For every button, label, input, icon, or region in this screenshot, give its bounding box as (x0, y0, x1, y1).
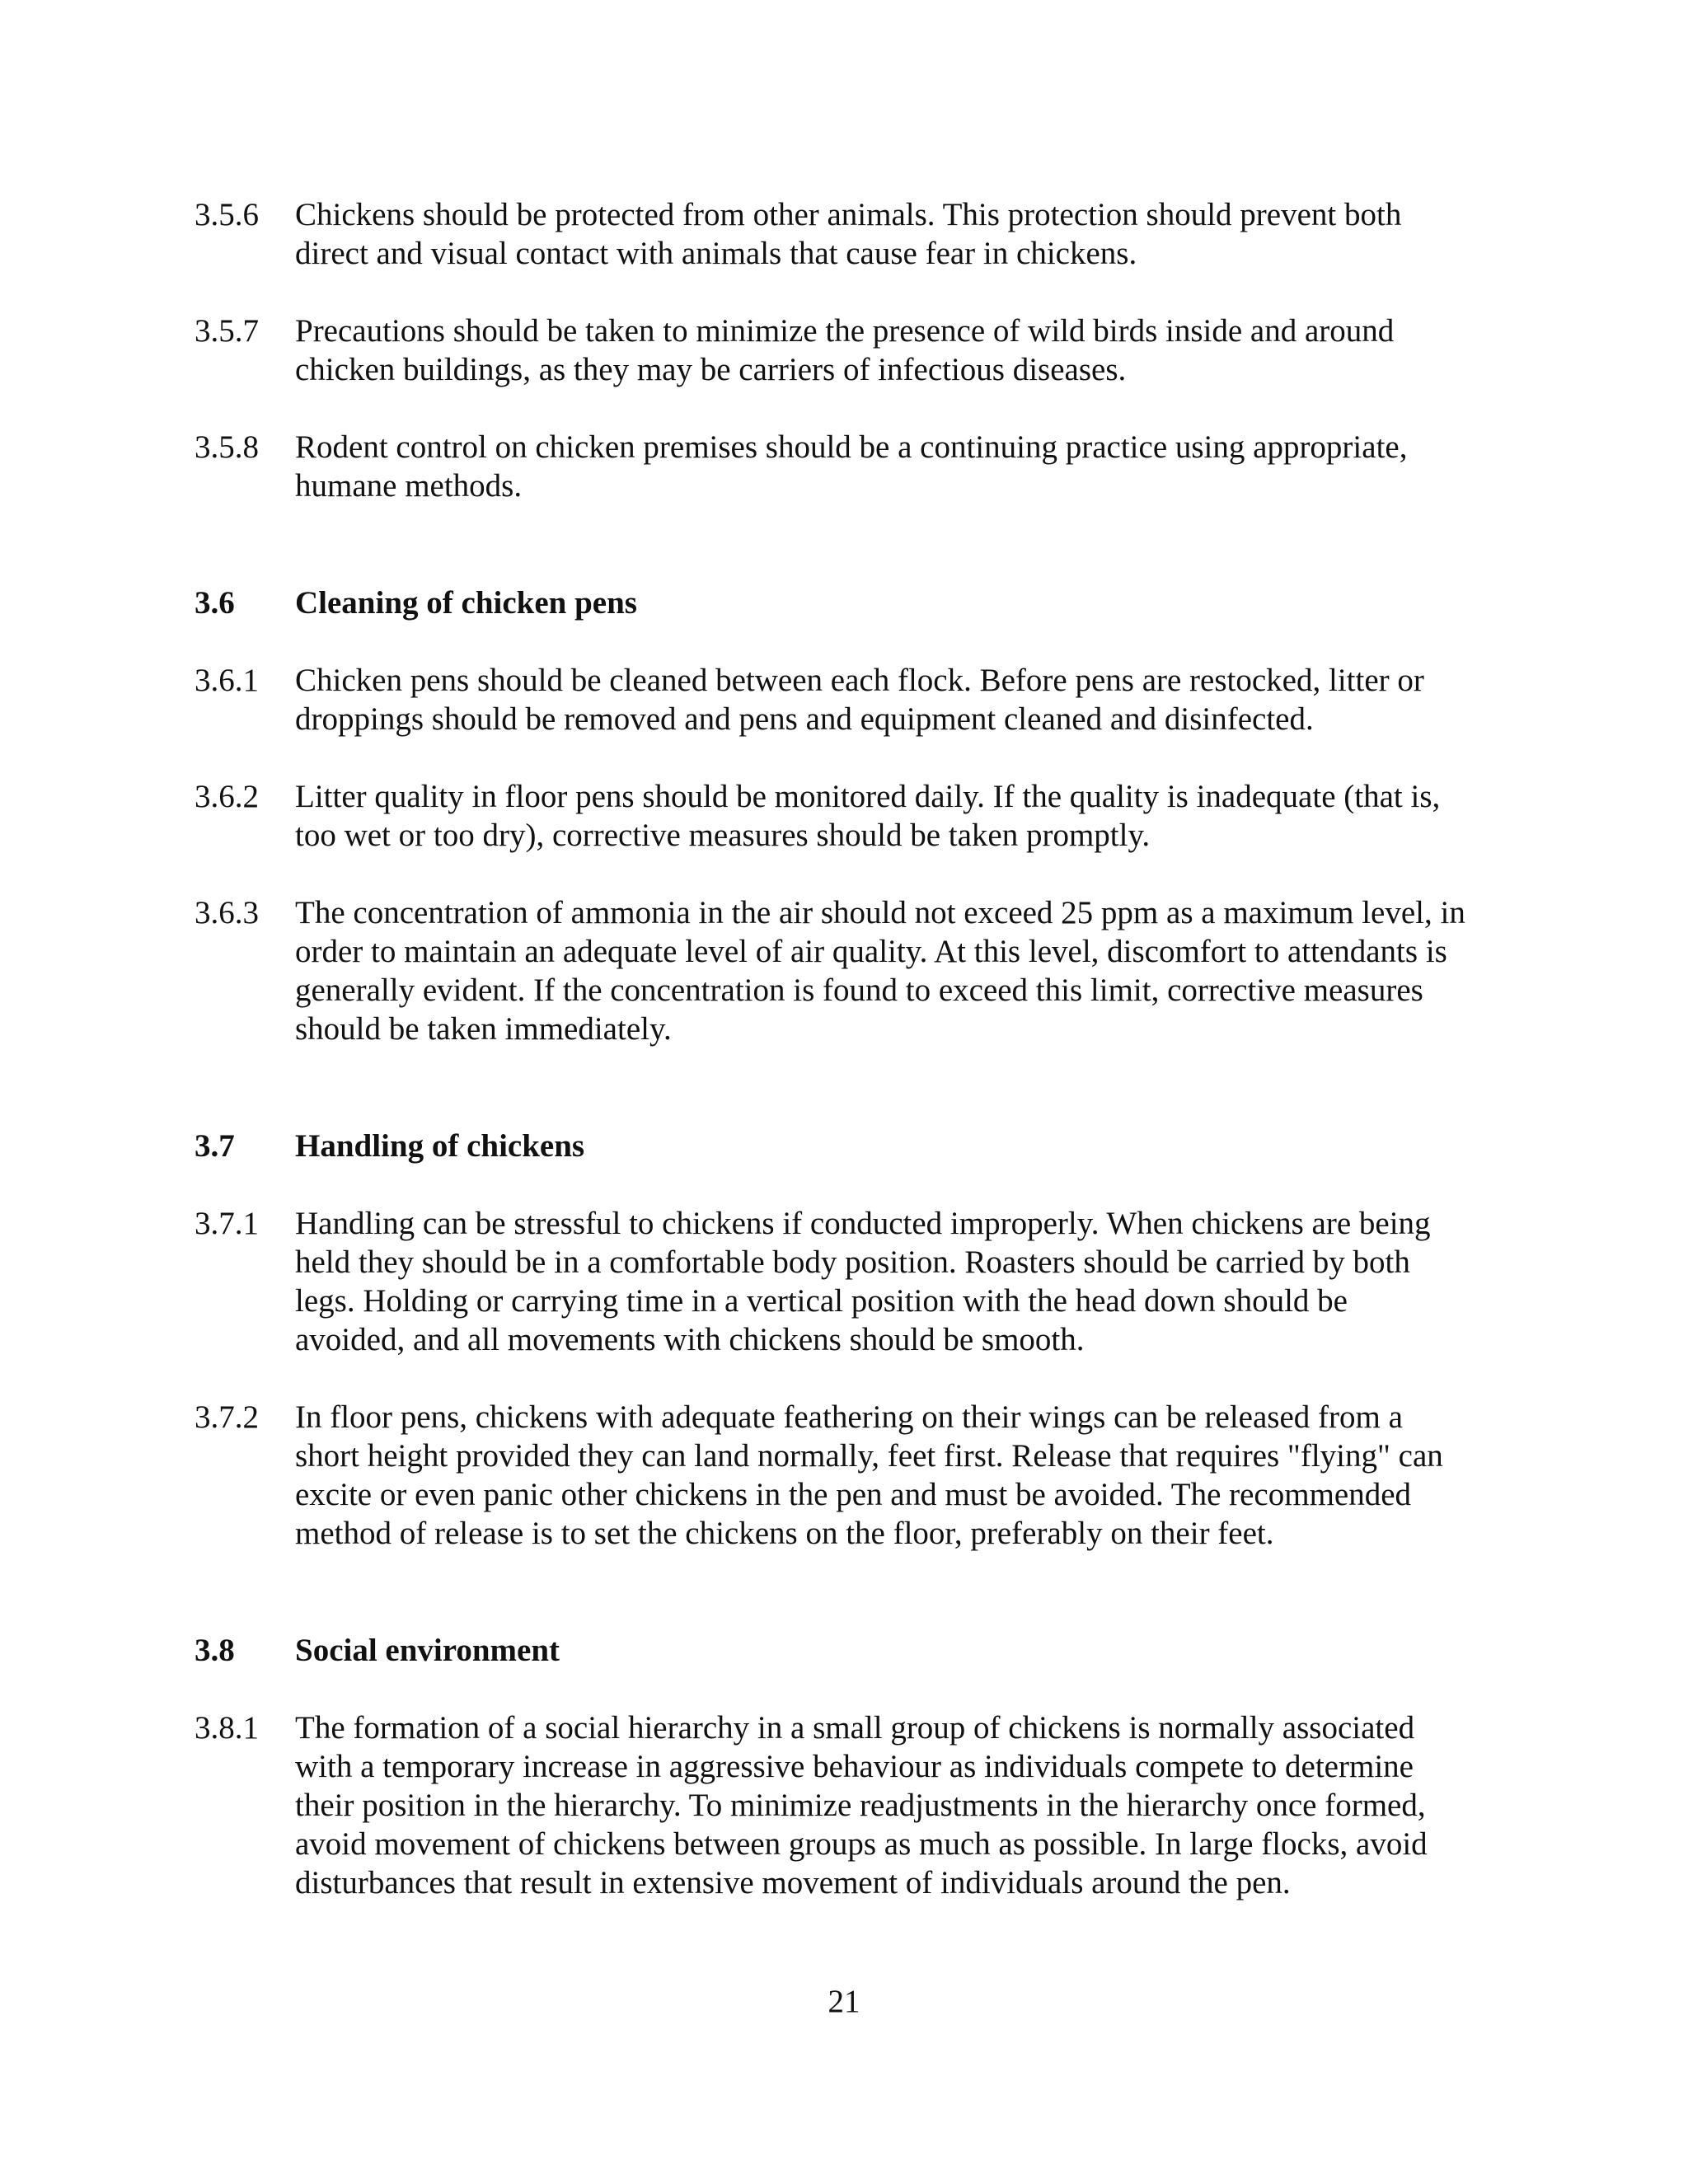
section-number: 3.8 (195, 1633, 235, 1668)
clause-paragraph (195, 1204, 1513, 1359)
spacer (195, 738, 1513, 777)
clause-number: 3.6.1 (195, 663, 259, 698)
clause-line: excite or even panic other chickens in the pen and must be avoided. The recommended (295, 1477, 1412, 1512)
clause-line: In floor pens, chickens with adequate feathering on their wings can be released from a (295, 1399, 1403, 1435)
section-number: 3.6 (195, 585, 235, 621)
spacer (195, 622, 1513, 661)
clause-paragraph (195, 1708, 1513, 1902)
document-body (195, 195, 1513, 1902)
clause-line: legs. Holding or carrying time in a vertical position with the head down should be (295, 1283, 1348, 1319)
clause-number: 3.6.2 (195, 779, 259, 814)
clause-line: avoided, and all movements with chickens should be smooth. (295, 1322, 1085, 1357)
clause-line: avoid movement of chickens between groups as much as possible. In large flocks, avoid (295, 1826, 1428, 1862)
page-number: 21 (828, 1984, 860, 2019)
clause-line: order to maintain an adequate level of air quality. At this level, discomfort to attendants is (295, 934, 1447, 969)
clause-line: with a temporary increase in aggressive behaviour as individuals compete to determine (295, 1749, 1414, 1784)
clause-paragraph (195, 777, 1513, 855)
clause-line: The concentration of ammonia in the air should not exceed 25 ppm as a maximum level, in (295, 895, 1465, 930)
spacer (195, 1048, 1513, 1127)
clause-paragraph (195, 428, 1513, 505)
clause-line: disturbances that result in extensive movement of individuals around the pen. (295, 1865, 1291, 1900)
clause-number: 3.7.2 (195, 1399, 259, 1435)
section-title: Cleaning of chicken pens (295, 585, 637, 621)
clause-number: 3.7.1 (195, 1206, 259, 1241)
section-heading (195, 1127, 1513, 1165)
clause-paragraph (195, 195, 1513, 273)
spacer (195, 855, 1513, 893)
clause-line: Litter quality in floor pens should be monitored daily. If the quality is inadequate (that is, (295, 779, 1441, 814)
clause-number: 3.8.1 (195, 1710, 259, 1746)
clause-paragraph (195, 661, 1513, 738)
section-heading (195, 1631, 1513, 1670)
spacer (195, 505, 1513, 583)
clause-line: should be taken immediately. (295, 1011, 672, 1047)
clause-number: 3.5.7 (195, 313, 259, 349)
clause-paragraph (195, 893, 1513, 1048)
clause-line: generally evident. If the concentration is found to exceed this limit, corrective measures (295, 972, 1423, 1008)
clause-line: method of release is to set the chickens on the floor, preferably on their feet. (295, 1516, 1274, 1551)
spacer (195, 273, 1513, 312)
spacer (195, 1553, 1513, 1631)
clause-paragraph (195, 1398, 1513, 1553)
section-title: Social environment (295, 1633, 560, 1668)
clause-line: Handling can be stressful to chickens if conducted improperly. When chickens are being (295, 1206, 1431, 1241)
spacer (195, 1165, 1513, 1204)
clause-line: droppings should be removed and pens and equipment cleaned and disinfected. (295, 701, 1314, 737)
clause-number: 3.5.8 (195, 429, 259, 465)
spacer (195, 1359, 1513, 1398)
clause-line: chicken buildings, as they may be carriers of infectious diseases. (295, 352, 1127, 387)
section-heading (195, 583, 1513, 622)
clause-line: Chickens should be protected from other animals. This protection should prevent both (295, 197, 1402, 232)
clause-line: short height provided they can land normally, feet first. Release that requires "flying" can (295, 1438, 1443, 1474)
clause-line: too wet or too dry), corrective measures should be taken promptly. (295, 818, 1151, 853)
clause-line: Chicken pens should be cleaned between each flock. Before pens are restocked, litter or (295, 663, 1424, 698)
section-title: Handling of chickens (295, 1128, 585, 1164)
section-number: 3.7 (195, 1128, 235, 1164)
clause-line: held they should be in a comfortable body position. Roasters should be carried by both (295, 1244, 1410, 1280)
clause-line: their position in the hierarchy. To minimize readjustments in the hierarchy once formed, (295, 1788, 1426, 1823)
spacer (195, 1670, 1513, 1708)
clause-number: 3.6.3 (195, 895, 259, 930)
clause-number: 3.5.6 (195, 197, 259, 232)
clause-line: Precautions should be taken to minimize the presence of wild birds inside and around (295, 313, 1395, 349)
clause-line: Rodent control on chicken premises should be a continuing practice using appropriate, (295, 429, 1408, 465)
clause-line: humane methods. (295, 468, 523, 504)
clause-line: direct and visual contact with animals that cause fear in chickens. (295, 236, 1137, 271)
spacer (195, 389, 1513, 428)
clause-paragraph (195, 312, 1513, 389)
clause-line: The formation of a social hierarchy in a small group of chickens is normally associated (295, 1710, 1415, 1746)
